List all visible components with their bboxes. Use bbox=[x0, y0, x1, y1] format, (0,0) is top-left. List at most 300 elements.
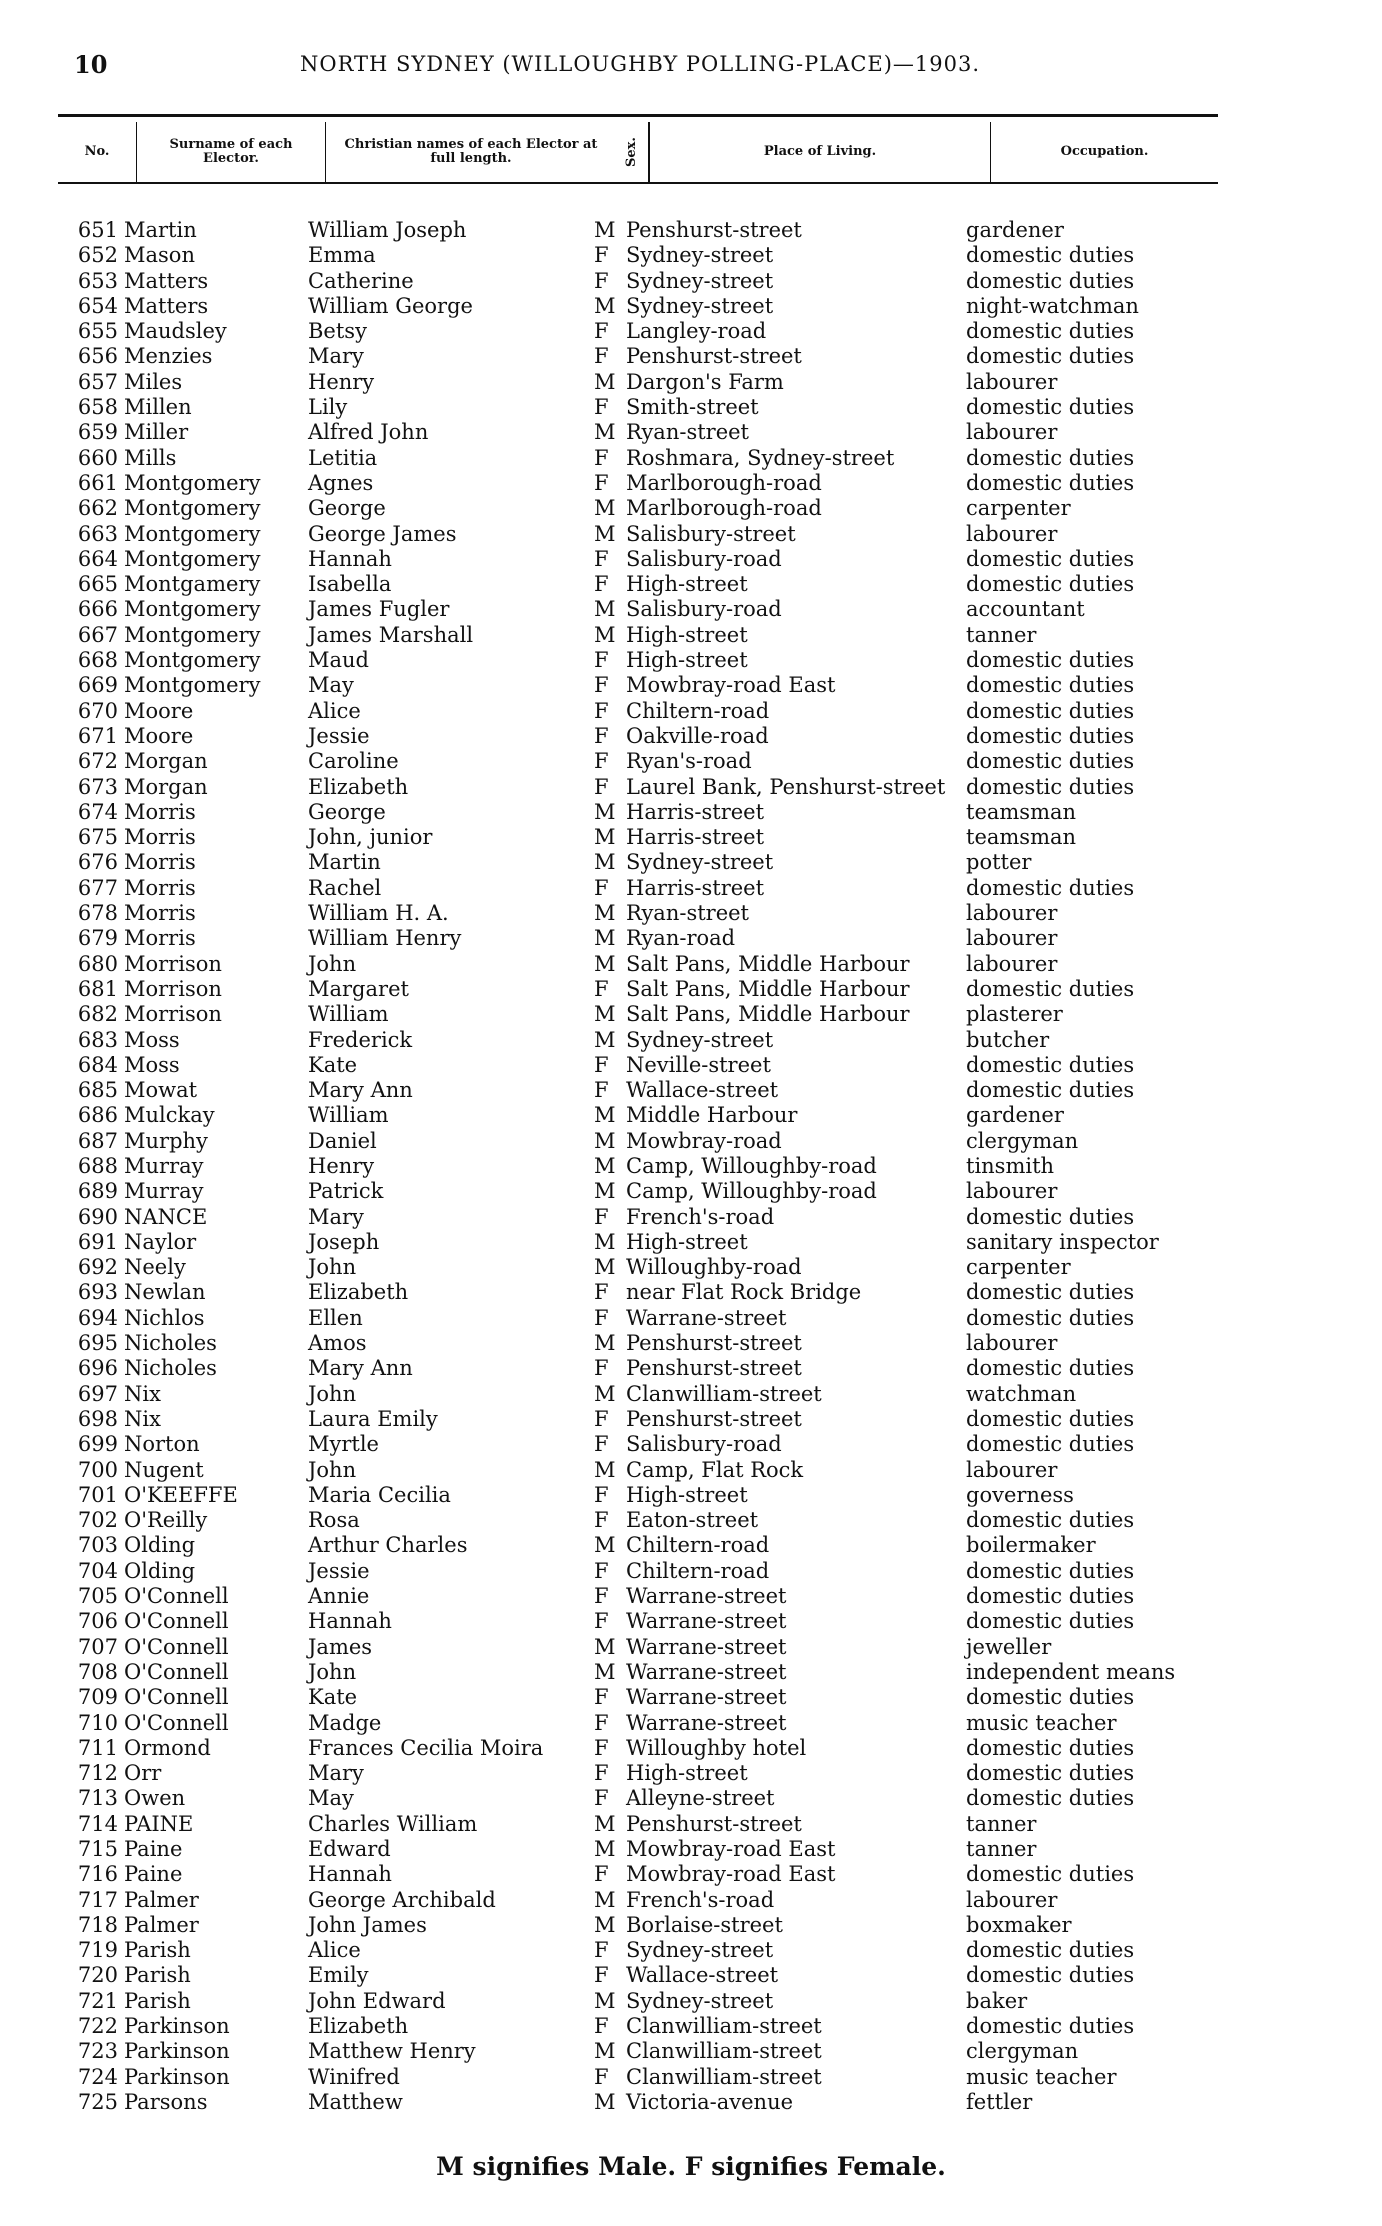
elector-occupation: domestic duties bbox=[966, 976, 1135, 1001]
elector-surname: Owen bbox=[124, 1786, 186, 1811]
elector-occupation: labourer bbox=[966, 926, 1058, 951]
elector-place: Borlaise-street bbox=[626, 1912, 783, 1937]
elector-sex: M bbox=[594, 420, 616, 445]
elector-sex: M bbox=[594, 2039, 616, 2064]
elector-surname: Montgomery bbox=[124, 521, 261, 546]
elector-number: 693 bbox=[77, 1280, 118, 1305]
table-row bbox=[58, 294, 1298, 319]
elector-place: Clanwilliam-street bbox=[626, 1381, 822, 1406]
elector-number: 719 bbox=[77, 1938, 118, 1963]
elector-occupation: domestic duties bbox=[966, 546, 1135, 571]
elector-number: 686 bbox=[77, 1103, 118, 1128]
elector-place: Mowbray-road East bbox=[626, 1862, 836, 1887]
elector-christian-names: Jessie bbox=[308, 723, 370, 748]
elector-christian-names: Emma bbox=[308, 243, 376, 268]
table-row bbox=[58, 1736, 1298, 1761]
elector-occupation: sanitary inspector bbox=[966, 1229, 1159, 1254]
table-row bbox=[58, 547, 1298, 572]
table-row bbox=[58, 597, 1298, 622]
table-row bbox=[58, 1635, 1298, 1660]
elector-place: French's-road bbox=[626, 1887, 775, 1912]
elector-place: Laurel Bank, Penshurst-street bbox=[626, 774, 946, 799]
elector-sex: M bbox=[594, 1002, 616, 1027]
elector-sex: F bbox=[594, 2064, 609, 2089]
elector-occupation: domestic duties bbox=[966, 648, 1135, 673]
elector-occupation: domestic duties bbox=[966, 1356, 1135, 1381]
elector-place: Sydney-street bbox=[626, 243, 774, 268]
elector-surname: O'Connell bbox=[124, 1584, 229, 1609]
table-row bbox=[58, 1255, 1298, 1280]
elector-occupation: tanner bbox=[966, 1811, 1037, 1836]
table-row bbox=[58, 1786, 1298, 1811]
elector-sex: F bbox=[594, 445, 609, 470]
elector-occupation: teamsman bbox=[966, 799, 1077, 824]
table-row bbox=[58, 1432, 1298, 1457]
elector-place: Warrane-street bbox=[626, 1634, 787, 1659]
table-row bbox=[58, 471, 1298, 496]
elector-place: High-street bbox=[626, 1761, 748, 1786]
elector-occupation: carpenter bbox=[966, 496, 1071, 521]
elector-surname: Morrison bbox=[124, 976, 222, 1001]
elector-surname: Parkinson bbox=[124, 2014, 230, 2039]
elector-place: Victoria-avenue bbox=[626, 2089, 794, 2114]
elector-place: Clanwilliam-street bbox=[626, 2014, 822, 2039]
elector-surname: Moore bbox=[124, 723, 194, 748]
elector-surname: Montgomery bbox=[124, 496, 261, 521]
elector-occupation: tinsmith bbox=[966, 1153, 1055, 1178]
elector-sex: F bbox=[594, 1356, 609, 1381]
elector-sex: M bbox=[594, 1912, 616, 1937]
table-row bbox=[58, 1888, 1298, 1913]
elector-occupation: domestic duties bbox=[966, 1406, 1135, 1431]
table-row bbox=[58, 1078, 1298, 1103]
table-row bbox=[58, 926, 1298, 951]
elector-christian-names: James Fugler bbox=[308, 597, 450, 622]
elector-christian-names: George Archibald bbox=[308, 1887, 496, 1912]
elector-number: 681 bbox=[77, 976, 118, 1001]
elector-occupation: tanner bbox=[966, 622, 1037, 647]
elector-number: 663 bbox=[77, 521, 118, 546]
elector-place: Middle Harbour bbox=[626, 1103, 798, 1128]
elector-surname: Murray bbox=[124, 1153, 204, 1178]
elector-occupation: domestic duties bbox=[966, 774, 1135, 799]
col-header-no: No. bbox=[84, 143, 110, 159]
elector-surname: Morris bbox=[124, 799, 196, 824]
elector-christian-names: John Edward bbox=[308, 1988, 446, 2013]
table-row bbox=[58, 850, 1298, 875]
table-row bbox=[58, 876, 1298, 901]
elector-place: Alleyne-street bbox=[626, 1786, 775, 1811]
table-row bbox=[58, 901, 1298, 926]
elector-christian-names: Alfred John bbox=[308, 420, 429, 445]
elector-number: 723 bbox=[77, 2039, 118, 2064]
elector-place: Penshurst-street bbox=[626, 218, 802, 242]
elector-sex: M bbox=[594, 1179, 616, 1204]
elector-christian-names: William George bbox=[308, 293, 473, 318]
elector-place: Sydney-street bbox=[626, 1027, 774, 1052]
elector-place: Penshurst-street bbox=[626, 1331, 802, 1356]
elector-place: Wallace-street bbox=[626, 1078, 779, 1103]
elector-occupation: domestic duties bbox=[966, 572, 1135, 597]
elector-surname: Naylor bbox=[124, 1229, 197, 1254]
elector-surname: Morgan bbox=[124, 749, 208, 774]
elector-surname: Nichlos bbox=[124, 1305, 205, 1330]
elector-place: Penshurst-street bbox=[626, 1356, 802, 1381]
elector-occupation: labourer bbox=[966, 1331, 1058, 1356]
elector-surname: PAINE bbox=[124, 1811, 194, 1836]
elector-place: Salisbury-road bbox=[626, 597, 782, 622]
elector-number: 707 bbox=[77, 1634, 118, 1659]
table-row bbox=[58, 522, 1298, 547]
elector-sex: M bbox=[594, 1887, 616, 1912]
elector-sex: F bbox=[594, 319, 609, 344]
elector-sex: M bbox=[594, 1811, 616, 1836]
elector-surname: Neely bbox=[124, 1255, 186, 1280]
elector-christian-names: George bbox=[308, 799, 386, 824]
elector-occupation: boilermaker bbox=[966, 1533, 1096, 1558]
elector-number: 679 bbox=[77, 926, 118, 951]
elector-christian-names: Ellen bbox=[308, 1305, 363, 1330]
table-row bbox=[58, 977, 1298, 1002]
elector-occupation: labourer bbox=[966, 521, 1058, 546]
elector-place: Harris-street bbox=[626, 825, 765, 850]
table-row bbox=[58, 420, 1298, 445]
elector-place: Warrane-street bbox=[626, 1710, 787, 1735]
elector-number: 716 bbox=[77, 1862, 118, 1887]
table-row bbox=[58, 2090, 1298, 2115]
elector-number: 676 bbox=[77, 850, 118, 875]
elector-occupation: domestic duties bbox=[966, 698, 1135, 723]
elector-place: Warrane-street bbox=[626, 1685, 787, 1710]
elector-number: 680 bbox=[77, 951, 118, 976]
elector-place: Camp, Willoughby-road bbox=[626, 1179, 877, 1204]
elector-number: 666 bbox=[77, 597, 118, 622]
elector-surname: NANCE bbox=[124, 1204, 208, 1229]
elector-occupation: domestic duties bbox=[966, 470, 1135, 495]
elector-occupation: music teacher bbox=[966, 1710, 1117, 1735]
elector-surname: Nicholes bbox=[124, 1331, 217, 1356]
elector-occupation: labourer bbox=[966, 1887, 1058, 1912]
table-row bbox=[58, 446, 1298, 471]
table-row bbox=[58, 1002, 1298, 1027]
table-row bbox=[58, 1179, 1298, 1204]
elector-occupation: clergyman bbox=[966, 2039, 1079, 2064]
table-row bbox=[58, 1938, 1298, 1963]
elector-surname: Orr bbox=[124, 1761, 162, 1786]
elector-surname: Morrison bbox=[124, 951, 222, 976]
elector-place: Penshurst-street bbox=[626, 1406, 802, 1431]
elector-number: 690 bbox=[77, 1204, 118, 1229]
elector-place: Penshurst-street bbox=[626, 1811, 802, 1836]
elector-christian-names: Caroline bbox=[308, 749, 399, 774]
elector-surname: Montgomery bbox=[124, 648, 261, 673]
elector-number: 703 bbox=[77, 1533, 118, 1558]
table-row bbox=[58, 1280, 1298, 1305]
elector-occupation: jeweller bbox=[966, 1634, 1052, 1659]
table-row bbox=[58, 1963, 1298, 1988]
elector-occupation: domestic duties bbox=[966, 1508, 1135, 1533]
table-row bbox=[58, 1028, 1298, 1053]
elector-sex: M bbox=[594, 850, 616, 875]
elector-christian-names: Martin bbox=[308, 850, 381, 875]
elector-occupation: watchman bbox=[966, 1381, 1077, 1406]
elector-place: Camp, Flat Rock bbox=[626, 1457, 804, 1482]
elector-sex: F bbox=[594, 1862, 609, 1887]
table-row bbox=[58, 1103, 1298, 1128]
elector-christian-names: Mary Ann bbox=[308, 1078, 413, 1103]
elector-number: 718 bbox=[77, 1912, 118, 1937]
elector-christian-names: Edward bbox=[308, 1837, 391, 1861]
elector-sex: M bbox=[594, 1103, 616, 1128]
elector-number: 711 bbox=[77, 1735, 118, 1760]
elector-place: Wallace-street bbox=[626, 1963, 779, 1988]
elector-christian-names: Kate bbox=[308, 1685, 358, 1710]
elector-sex: F bbox=[594, 1963, 609, 1988]
elector-occupation: domestic duties bbox=[966, 1558, 1135, 1583]
elector-place: Warrane-street bbox=[626, 1584, 787, 1609]
col-header-christian-names: Christian names of each Elector at full length. bbox=[325, 122, 616, 182]
elector-sex: F bbox=[594, 723, 609, 748]
elector-number: 704 bbox=[77, 1558, 118, 1583]
elector-sex: F bbox=[594, 268, 609, 293]
table-row bbox=[58, 1609, 1298, 1634]
elector-occupation: labourer bbox=[966, 369, 1058, 394]
elector-occupation: domestic duties bbox=[966, 1078, 1135, 1103]
elector-surname: Morris bbox=[124, 901, 196, 926]
table-row bbox=[58, 1306, 1298, 1331]
elector-occupation: domestic duties bbox=[966, 1761, 1135, 1786]
elector-christian-names: William Henry bbox=[308, 926, 462, 951]
elector-christian-names: John bbox=[308, 1457, 357, 1482]
elector-occupation: domestic duties bbox=[966, 673, 1135, 698]
elector-occupation: music teacher bbox=[966, 2064, 1117, 2089]
elector-number: 709 bbox=[77, 1685, 118, 1710]
elector-christian-names: May bbox=[308, 673, 354, 698]
elector-sex: F bbox=[594, 698, 609, 723]
elector-sex: F bbox=[594, 1710, 609, 1735]
table-row bbox=[58, 395, 1298, 420]
elector-sex: M bbox=[594, 597, 616, 622]
elector-christian-names: Elizabeth bbox=[308, 2014, 409, 2039]
elector-occupation: domestic duties bbox=[966, 875, 1135, 900]
elector-surname: O'Connell bbox=[124, 1609, 229, 1634]
elector-place: Salt Pans, Middle Harbour bbox=[626, 1002, 910, 1027]
table-row bbox=[58, 1154, 1298, 1179]
elector-christian-names: James Marshall bbox=[308, 622, 474, 647]
elector-occupation: domestic duties bbox=[966, 1862, 1135, 1887]
elector-occupation: tanner bbox=[966, 1837, 1037, 1861]
elector-sex: M bbox=[594, 1381, 616, 1406]
elector-place: Sydney-street bbox=[626, 293, 774, 318]
elector-christian-names: Matthew bbox=[308, 2089, 403, 2114]
elector-christian-names: William Joseph bbox=[308, 218, 467, 242]
elector-christian-names: Mary bbox=[308, 1761, 364, 1786]
elector-occupation: labourer bbox=[966, 901, 1058, 926]
elector-place: Camp, Willoughby-road bbox=[626, 1153, 877, 1178]
table-row bbox=[58, 699, 1298, 724]
elector-number: 683 bbox=[77, 1027, 118, 1052]
elector-number: 655 bbox=[77, 319, 118, 344]
elector-occupation: domestic duties bbox=[966, 723, 1135, 748]
elector-sex: F bbox=[594, 1735, 609, 1760]
elector-number: 677 bbox=[77, 875, 118, 900]
elector-number: 699 bbox=[77, 1432, 118, 1457]
table-row bbox=[58, 2065, 1298, 2090]
elector-surname: Murphy bbox=[124, 1128, 208, 1153]
elector-surname: Olding bbox=[124, 1558, 196, 1583]
elector-number: 695 bbox=[77, 1331, 118, 1356]
elector-surname: O'Connell bbox=[124, 1634, 229, 1659]
elector-christian-names: John bbox=[308, 1255, 357, 1280]
elector-surname: Nugent bbox=[124, 1457, 204, 1482]
elector-occupation: domestic duties bbox=[966, 1786, 1135, 1811]
elector-sex: F bbox=[594, 1584, 609, 1609]
elector-sex: M bbox=[594, 369, 616, 394]
elector-sex: M bbox=[594, 1634, 616, 1659]
elector-christian-names: William bbox=[308, 1103, 389, 1128]
elector-sex: F bbox=[594, 1280, 609, 1305]
elector-number: 675 bbox=[77, 825, 118, 850]
elector-occupation: labourer bbox=[966, 951, 1058, 976]
elector-surname: Palmer bbox=[124, 1887, 199, 1912]
elector-place: Salisbury-road bbox=[626, 1432, 782, 1457]
table-row bbox=[58, 952, 1298, 977]
elector-occupation: domestic duties bbox=[966, 1280, 1135, 1305]
table-row bbox=[58, 319, 1298, 344]
elector-sex: F bbox=[594, 976, 609, 1001]
elector-sex: M bbox=[594, 951, 616, 976]
table-row bbox=[58, 648, 1298, 673]
elector-number: 664 bbox=[77, 546, 118, 571]
elector-occupation: domestic duties bbox=[966, 749, 1135, 774]
elector-occupation: labourer bbox=[966, 1457, 1058, 1482]
table-row bbox=[58, 1331, 1298, 1356]
elector-sex: M bbox=[594, 1331, 616, 1356]
elector-surname: Martin bbox=[124, 218, 197, 242]
elector-number: 669 bbox=[77, 673, 118, 698]
elector-place: Ryan's-road bbox=[626, 749, 752, 774]
elector-sex: F bbox=[594, 1052, 609, 1077]
elector-sex: F bbox=[594, 648, 609, 673]
elector-surname: Maudsley bbox=[124, 319, 227, 344]
elector-christian-names: Rachel bbox=[308, 875, 382, 900]
elector-occupation: domestic duties bbox=[966, 1963, 1135, 1988]
elector-surname: Norton bbox=[124, 1432, 200, 1457]
table-row bbox=[58, 243, 1298, 268]
elector-christian-names: John bbox=[308, 1381, 357, 1406]
elector-number: 652 bbox=[77, 243, 118, 268]
elector-christian-names: Hannah bbox=[308, 546, 392, 571]
elector-sex: F bbox=[594, 572, 609, 597]
elector-surname: Parish bbox=[124, 1963, 191, 1988]
elector-place: Ryan-street bbox=[626, 420, 749, 445]
elector-sex: F bbox=[594, 344, 609, 369]
elector-occupation: domestic duties bbox=[966, 1685, 1135, 1710]
elector-place: Harris-street bbox=[626, 799, 765, 824]
elector-sex: M bbox=[594, 521, 616, 546]
elector-christian-names: Henry bbox=[308, 1153, 375, 1178]
elector-surname: Montgomery bbox=[124, 597, 261, 622]
elector-christian-names: Annie bbox=[308, 1584, 370, 1609]
elector-list bbox=[58, 218, 1298, 2115]
elector-number: 706 bbox=[77, 1609, 118, 1634]
elector-surname: Montgomery bbox=[124, 673, 261, 698]
elector-place: Willoughby-road bbox=[626, 1255, 802, 1280]
table-row bbox=[58, 673, 1298, 698]
elector-number: 684 bbox=[77, 1052, 118, 1077]
elector-sex: F bbox=[594, 1761, 609, 1786]
elector-sex: F bbox=[594, 749, 609, 774]
elector-number: 714 bbox=[77, 1811, 118, 1836]
elector-place: Clanwilliam-street bbox=[626, 2039, 822, 2064]
elector-number: 717 bbox=[77, 1887, 118, 1912]
elector-place: French's-road bbox=[626, 1204, 775, 1229]
elector-number: 659 bbox=[77, 420, 118, 445]
elector-place: Langley-road bbox=[626, 319, 767, 344]
elector-place: Warrane-street bbox=[626, 1305, 787, 1330]
elector-christian-names: John, junior bbox=[308, 825, 433, 850]
elector-surname: Mason bbox=[124, 243, 195, 268]
elector-christian-names: Matthew Henry bbox=[308, 2039, 476, 2064]
elector-sex: M bbox=[594, 293, 616, 318]
elector-christian-names: William H. A. bbox=[308, 901, 449, 926]
elector-christian-names: Maria Cecilia bbox=[308, 1482, 451, 1507]
elector-number: 651 bbox=[77, 218, 118, 242]
elector-surname: Montgomery bbox=[124, 546, 261, 571]
elector-surname: Moss bbox=[124, 1052, 180, 1077]
elector-number: 713 bbox=[77, 1786, 118, 1811]
elector-sex: F bbox=[594, 243, 609, 268]
table-row bbox=[58, 370, 1298, 395]
elector-christian-names: Rosa bbox=[308, 1508, 360, 1533]
elector-christian-names: Agnes bbox=[308, 470, 374, 495]
elector-sex: F bbox=[594, 395, 609, 420]
table-row bbox=[58, 825, 1298, 850]
elector-surname: Morris bbox=[124, 926, 196, 951]
elector-christian-names: Winifred bbox=[308, 2064, 400, 2089]
elector-occupation: clergyman bbox=[966, 1128, 1079, 1153]
elector-place: Mowbray-road East bbox=[626, 673, 836, 698]
header-rule bbox=[58, 114, 1218, 117]
elector-number: 660 bbox=[77, 445, 118, 470]
elector-place: High-street bbox=[626, 622, 748, 647]
elector-occupation: night-watchman bbox=[966, 293, 1139, 318]
elector-number: 662 bbox=[77, 496, 118, 521]
elector-christian-names: Alice bbox=[308, 698, 361, 723]
table-row bbox=[58, 775, 1298, 800]
elector-place: Ryan-road bbox=[626, 926, 736, 951]
elector-number: 672 bbox=[77, 749, 118, 774]
table-row bbox=[58, 1053, 1298, 1078]
elector-sex: M bbox=[594, 1533, 616, 1558]
elector-sex: F bbox=[594, 1482, 609, 1507]
elector-occupation: domestic duties bbox=[966, 1609, 1135, 1634]
elector-christian-names: George bbox=[308, 496, 386, 521]
elector-place: Marlborough-road bbox=[626, 470, 822, 495]
elector-occupation: fettler bbox=[966, 2089, 1033, 2114]
elector-number: 665 bbox=[77, 572, 118, 597]
elector-christian-names: Madge bbox=[308, 1710, 382, 1735]
elector-number: 667 bbox=[77, 622, 118, 647]
elector-occupation: domestic duties bbox=[966, 1938, 1135, 1963]
elector-number: 688 bbox=[77, 1153, 118, 1178]
elector-place: High-street bbox=[626, 648, 748, 673]
elector-christian-names: Betsy bbox=[308, 319, 367, 344]
elector-place: Willoughby hotel bbox=[626, 1735, 807, 1760]
elector-place: Neville-street bbox=[626, 1052, 771, 1077]
table-row bbox=[58, 1559, 1298, 1584]
elector-place: Salisbury-street bbox=[626, 521, 796, 546]
